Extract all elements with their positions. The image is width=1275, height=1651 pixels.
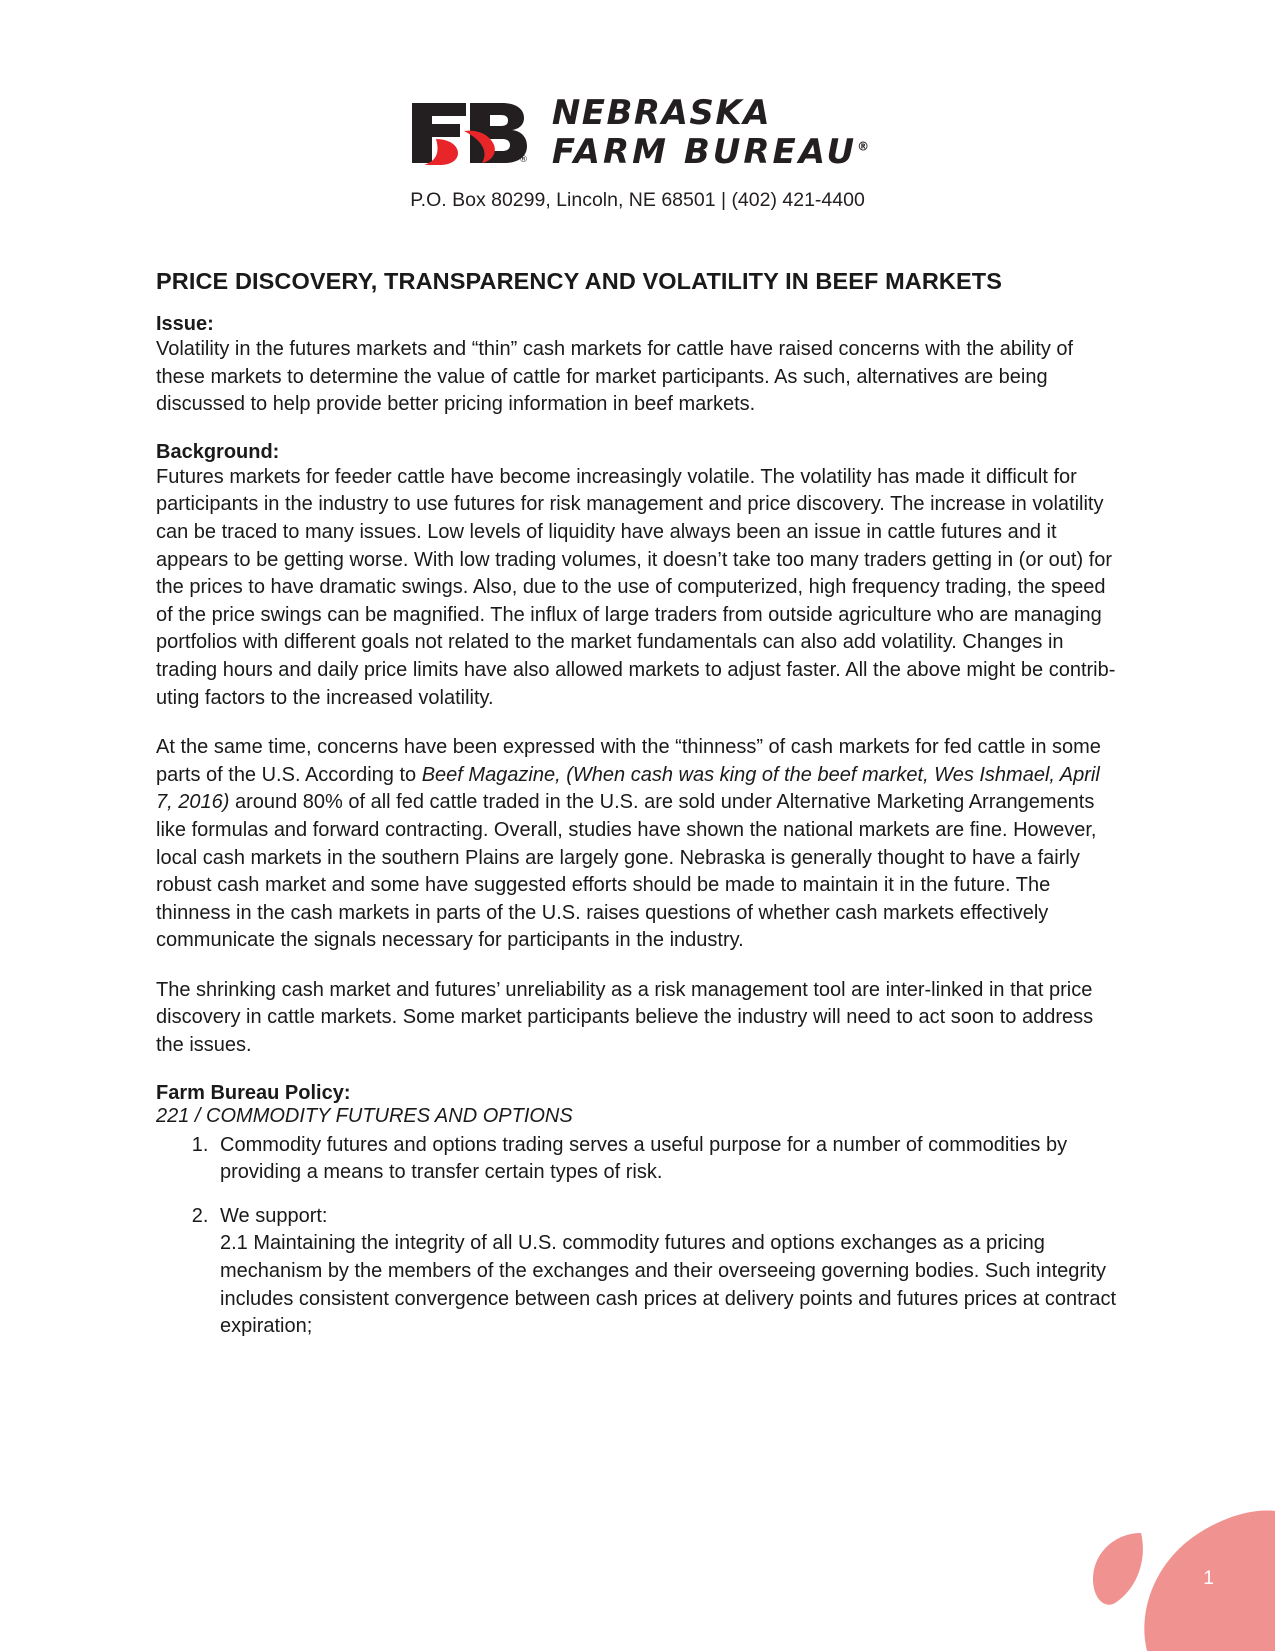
masthead: [0, 0, 1275, 212]
issue-paragraph: Volatility in the futures markets and “thin” cash markets for cattle have raised concerns with the ability of these markets to determine the value of cattle for market participants. As such, alternatives are being discussed to help provide better pricing information in beef markets.: [156, 338, 1074, 416]
farm-bureau-policy-label: Farm Bureau Policy:: [156, 1081, 351, 1104]
policy-list: [156, 1132, 1119, 1341]
registered-trademark-icon: ®: [857, 139, 870, 154]
issue-label: Issue:: [156, 313, 214, 335]
background-paragraph-3: The shrinking cash market and futures’ unreliability as a risk management tool are inter-linked in that price discovery in cattle markets. Some market participants believe the industry will need to act soon to address the issues.: [156, 978, 1094, 1057]
svg-text:®: ®: [518, 154, 528, 165]
background-label: Background:: [156, 440, 280, 463]
background-p2-part-b: around 80% of all fed cattle traded in the U.S. are sold under Alternative Marketing Arrangements like formulas and forward contracting. Overall, studies have shown the national markets are fine. However, local cash markets in the southern Plains are largely gone. Nebraska is generally thought to have a fairly robust cash market and some have suggested efforts should be made to maintain it in the future. The thinness in the cash markets in parts of the U.S. raises questions of whether cash markets effectively communicate the signals necessary for participants in the industry.: [156, 791, 1097, 952]
list-item: [214, 1203, 1119, 1341]
farm-bureau-fb-mark-icon: [406, 99, 534, 167]
list-item: [214, 1132, 1119, 1187]
page-number: 1: [1203, 1568, 1214, 1589]
footer-leaf-decoration: [1075, 1491, 1275, 1651]
background-paragraph-1: Futures markets for feeder cattle have become increasingly volatile. The volatility has made it difficult for participants in the industry to use futures for risk management and price discovery. The increase in volatility can be traced to many issues. Low levels of liquidity have always been an issue in cattle futures and it appears to be getting worse. With low trading volumes, it doesn’t take too many traders getting in (or out) for the prices to have dramatic swings. Also, due to the use of computerized, high frequency trading, the speed of the price swings can be magnified. The influx of large traders from outside agriculture who are managing portfolios with different goals not related to the market fundamentals can also add volatility. Changes in trading hours and daily price limits have also allowed markets to adjust faster. All the above might be contrib-uting factors to the increased volatility.: [156, 465, 1116, 709]
background-p2-part-a: At the same time, concerns have been expressed with the “thinness” of cash markets for fed cattle in some parts of the U.S. According to: [156, 736, 1101, 786]
policy-item-2-text: We support:: [220, 1204, 328, 1227]
nebraska-farm-bureau-logo: [406, 93, 870, 172]
policy-item-1-text: Commodity futures and options trading serves a useful purpose for a number of commodities by providing a means to transfer certain types of risk.: [220, 1133, 1068, 1184]
policy-heading: 221 / COMMODITY FUTURES AND OPTIONS: [156, 1104, 573, 1127]
background-paragraph-2: [156, 734, 1119, 955]
logo-line-1: NEBRASKA: [551, 93, 772, 133]
organization-address: P.O. Box 80299, Lincoln, NE 68501 | (402) 421-4400: [410, 189, 865, 211]
logo-line-2: FARM BUREAU: [551, 132, 858, 172]
beef-magazine-citation: Beef Magazine, (When cash was king of the beef market, Wes Ishmael, April 7, 2016): [156, 763, 1100, 814]
logo-wordmark: [551, 93, 870, 172]
document-body: [156, 212, 1119, 1341]
page-title: PRICE DISCOVERY, TRANSPARENCY AND VOLATILITY IN BEEF MARKETS: [156, 268, 1002, 294]
policy-item-2-1-text: 2.1 Maintaining the integrity of all U.S. commodity futures and options exchanges as a pricing mechanism by the members of the exchanges and their overseeing governing bodies. Such integrity includes consistent convergence between cash prices at delivery points and futures prices at contract expiration;: [220, 1232, 1117, 1338]
